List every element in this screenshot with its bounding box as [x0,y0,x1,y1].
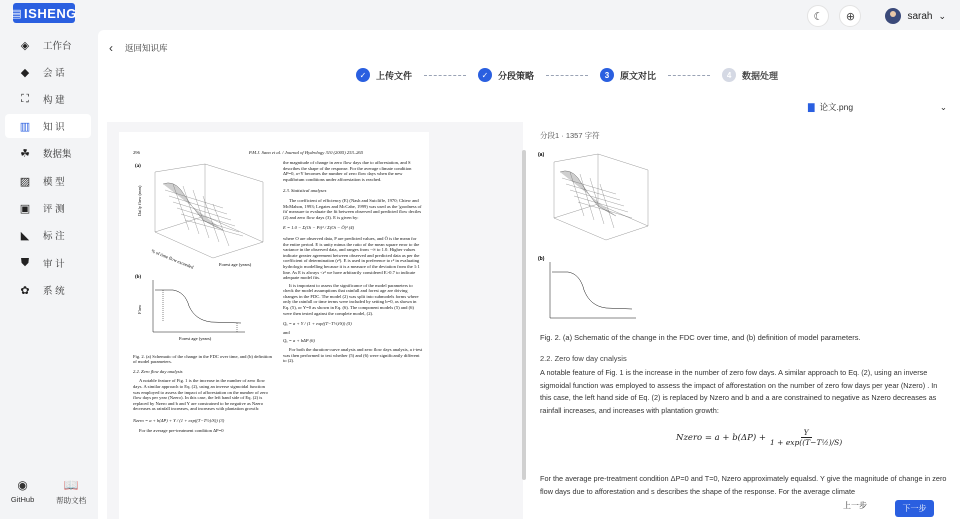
step-number: ✓ [356,68,370,82]
sidebar-item-build[interactable] [5,87,91,111]
next-button[interactable]: 下一步 [895,500,934,517]
paper-page-number: 296 [133,150,140,155]
github-label: GitHub [10,495,35,504]
figure-a-ylabel: Daily flow (mm) [137,185,142,216]
tag-icon: ◣ [20,229,30,242]
scrollbar[interactable] [522,150,526,480]
eval-icon: ▣ [19,202,31,215]
segment-caption: Fig. 2. (a) Schematic of the change in the FDC over time, and (b) definition of model parameters. [540,333,861,342]
figure-b-label: (b) [135,275,142,280]
step-number: 4 [722,68,736,82]
language-button[interactable] [839,5,861,27]
step-number: 3 [600,68,614,82]
paper-equation: Nzero = a + b(ΔP) + Y / (1 + exp((T−T½)/S)) (3) [133,417,225,423]
sidebar-item-label: 工作台 [43,41,72,52]
segment-figure-a-label: (a) [538,152,545,158]
paper-equation: Qₓ = a + bΔP (6) [283,338,315,344]
paper-right-column [283,160,423,519]
step-label: 原文对比 [620,70,657,81]
step-divider [546,75,588,76]
back-button[interactable] [109,41,168,55]
prev-button[interactable]: 上一步 [843,501,867,510]
sidebar-item-label: 模 型 [43,177,65,188]
step-divider [424,75,466,76]
sidebar-item-system[interactable] [5,278,91,302]
header-actions [807,5,946,27]
paper-header [133,150,423,156]
segment-surface-plot [554,154,648,240]
step-compare[interactable] [600,68,656,82]
sidebar-item-label: 审 计 [43,259,65,270]
user-menu[interactable] [885,8,946,24]
paper-section-heading: 2.3. Statistical analyses [283,188,327,194]
parameter-plot [153,280,245,332]
paper-paragraph: For both the duration-curve analysis and zero flow days analysis, a t-test was then performed to test whether (5) and (6) were significantly different to (2). [283,347,423,364]
step-label: 分段策略 [498,70,535,81]
sidebar-item-model[interactable] [5,169,91,193]
figure-a-xlabel1: % of time flow exceeded [150,248,195,270]
step-label: 数据处理 [742,70,779,81]
help-doc-icon: 📖 [63,478,79,492]
formula-numerator: Y [801,428,812,438]
segment-label: 分段1 · 1357 字符 [540,131,600,140]
paper-image [119,132,429,519]
paper-left-column [133,160,273,433]
chevron-left-icon: ‹ [109,41,113,55]
knowledge-icon: ▥ [19,120,31,133]
surface-plot [155,164,263,258]
chevron-down-icon: ⌄ [938,10,946,21]
parsed-segment-pane [530,122,954,519]
brand-name: ISHENG [24,5,77,21]
build-icon: ⛶ [21,92,29,105]
segment-figure-b-label: (b) [538,256,545,262]
theme-toggle-button[interactable] [807,5,829,27]
sidebar-item-label: 系 统 [43,286,65,297]
segment-paragraph: A notable feature of Fig. 1 is the increase in the number of zero fow days. A similar approach to Eq. (2), using an inverse sigmoidal function was employed to assess the impact of afforestation on the number of zero fow days per year (Nzero) . In this case, the left hand side of Eq. (2) is replaced by Nzero and b and a are constrained to negative as Nzero decreases as rainfall increases, and increases with plantation growth: [540,368,938,415]
paper-figure-caption: Fig. 2. (a) Schematic of the change in the FDC over time, and (b) definition of model parameters. [133,353,272,365]
paper-paragraph: A notable feature of Fig. 1 is the increase in the number of zero flow days. A similar approach to Eq. (2), using an inverse sigmoidal function was employed to assess the impact of afforestation on the number of zero flow days per year (Nzero). In this case, the left hand side of Eq. (2) is replaced by Nzero and b and Y are constrained to be negative as Nzero decreases as rainfall increases, and increases with plantation growth: [133,378,268,412]
brand-logo[interactable]: ▤ ISHENG [13,3,75,23]
paper-paragraph: where O are observed data, P are predicted values, and Ō is the mean for the entire period. E is unity minus the ratio of the mean square error to the variance in the observed data, and ranges from −∞ to 1.0. Higher values indicate greater agreement between observed and predicted data as per the coefficient of determination (r²). E is used in preference to r² in evaluating hydrologic modelling because it is a measure of the deviation from the 1:1 line. As E is always <r² we have arbitrarily considered E>0.7 to indicate adequate model fits. [283,235,420,281]
segment-subheading: 2.2. Zero fow day cnalysis [540,354,627,363]
step-divider [668,75,710,76]
sidebar-item-dataset[interactable] [5,141,91,165]
github-button[interactable] [11,478,34,506]
step-number: ✓ [478,68,492,82]
step-processing[interactable] [722,68,778,82]
user-name: sarah [907,10,933,22]
sidebar-item-chat[interactable] [5,60,91,84]
step-upload[interactable] [356,68,412,82]
paper-journal: P.M.J. Sano et al. / Journal of Hydrology 310 (2005) 253–265 [248,150,363,155]
sidebar-item-workbench[interactable] [5,33,91,57]
help-doc-button[interactable] [56,478,86,506]
segment-paragraph-2: For the average pre-treatment condition ΔP=0 and T=0, Nzero approximately equalsd. Y give the magnitude of change in zero flow days due to afforestation and s describes the shape of the response. For the average climate [540,474,947,496]
help-doc-label: 帮助文档 [56,496,87,505]
sidebar-item-knowledge[interactable] [5,114,91,138]
chevron-down-icon: ⌄ [939,101,947,112]
step-label: 上传文件 [376,70,413,81]
system-icon: ✿ [20,284,30,297]
paper-paragraph: the magnitude of change in zero flow days due to afforestation, and S describes the shape of the response. For the average climate condition ΔP=0, a+Y becomes the number of zero flow days when the new equilibrium conditions under afforestation is reached. [283,160,412,182]
sidebar [0,30,97,519]
image-file-icon: ▇ [808,101,815,112]
formula-denominator: 1 + exp((T−T½)/S) [770,438,843,447]
avatar [885,8,901,24]
back-label: 返回知识库 [125,43,168,53]
sidebar-item-label: 评 测 [43,204,65,215]
workbench-icon: ◈ [20,39,30,52]
figure-a-xlabel2: Forest age (years) [219,262,252,267]
github-icon: ◉ [17,478,28,492]
paper-equation: E = 1.0 − Σ(Oi − Pi)² / Σ(Oi − Ō)² (4) [283,225,355,231]
sidebar-item-audit[interactable] [5,251,91,275]
segment-figure [536,148,656,328]
figure-b-ylabel: Flow [137,304,142,314]
segment-formula [676,428,842,447]
file-name: 论文.png [819,102,854,112]
stepper [356,68,778,82]
paper-figure [133,160,273,370]
sidebar-item-label: 构 建 [43,95,65,106]
sidebar-item-label: 知 识 [43,122,65,133]
figure-a-label: (a) [135,164,141,169]
file-select[interactable] [802,98,953,116]
sidebar-footer [0,478,97,506]
audit-icon: ⛊ [20,256,30,269]
paper-equation: Qₓ = a + Y / (1 + exp((T−T½)/S)) (5) [283,321,352,327]
original-document-pane [107,122,523,519]
paper-paragraph: The coefficient of efficiency (E) (Nash and Sutcliffe, 1970; Chiew and McMahon, 1993; Legates and McCabe, 1999) was used as the 'goodness of fit' measure to evaluate the fit between observed and predicted flow deciles (2) and zero flow days (3). E is given by: [283,197,422,220]
chat-icon: ◆ [20,66,30,79]
sidebar-item-label: 会 话 [43,68,65,79]
main-panel [98,30,960,519]
globe-icon: ⊕ [845,10,856,23]
moon-icon: ☾ [813,10,824,23]
step-segmentation[interactable] [478,68,534,82]
sidebar-item-label: 数据集 [43,149,72,160]
sidebar-item-eval[interactable] [5,196,91,220]
figure-b-xlabel: Forest age (years) [179,336,212,341]
segment-parameter-plot [550,262,636,318]
model-icon: ▨ [19,175,31,188]
formula-left: Nzero = a + b(ΔP) + [676,432,767,443]
formula-fraction [770,428,842,447]
sidebar-item-tag[interactable] [5,223,91,247]
paper-text: and [283,329,290,335]
dataset-icon: ☘ [20,147,30,160]
paper-section-heading: 2.2. Zero flow day analysis [133,368,183,374]
paper-paragraph: For the average pre-treatment condition ΔP=0 [139,427,224,433]
paper-paragraph: It is important to assess the significance of the model parameters to check the model assumptions that rainfall and forest age are driving changes in the FDC. The model (2) was split into submodels forms where only the rainfall or time terms were included by setting b=0, as shown in Eq. (5), or Y=0 as shown in Eq. (6). The component models (5) and (6) were then tested against the complete model, (2). [283,282,419,316]
sidebar-item-label: 标 注 [43,231,65,242]
